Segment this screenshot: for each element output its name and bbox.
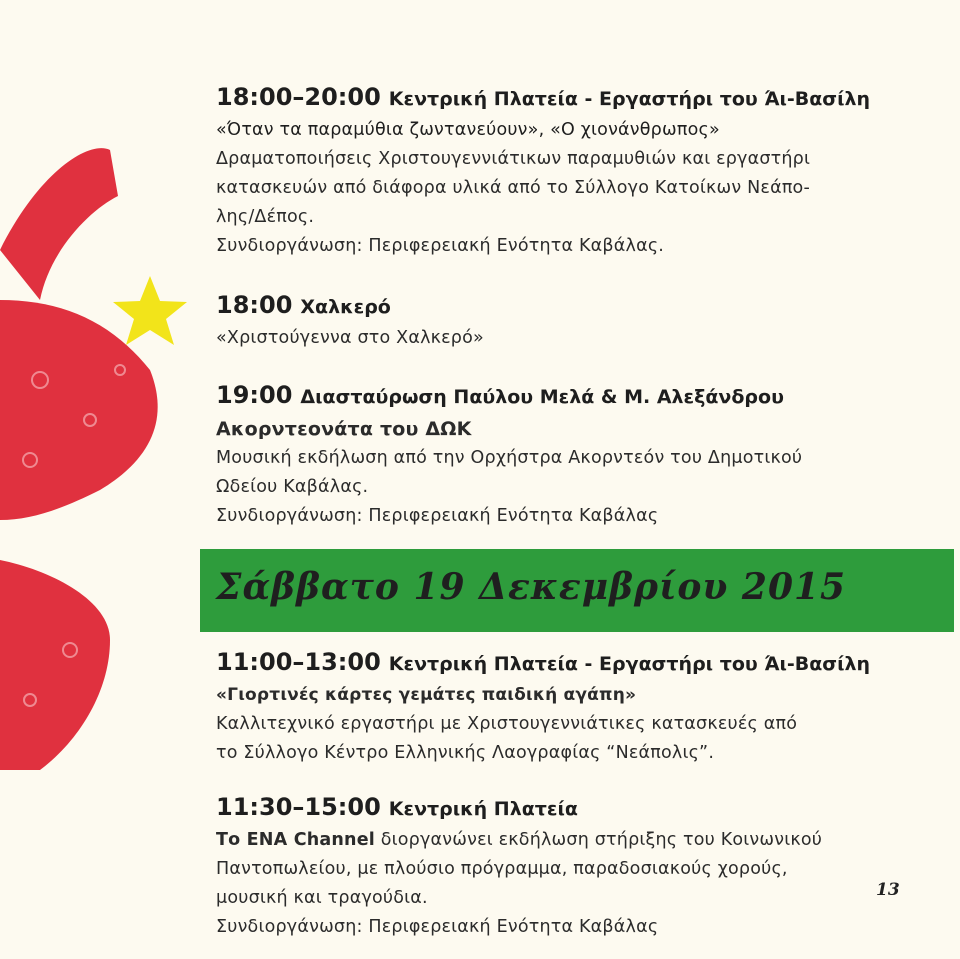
event-desc: Καλλιτεχνικό εργαστήρι με Χριστουγεννιάτικες κατασκευές από xyxy=(216,714,798,734)
event-heading xyxy=(216,790,890,826)
event-place: Διασταύρωση Παύλου Μελά & Μ. Αλεξάνδρου xyxy=(300,386,784,408)
red-mitten-decoration xyxy=(0,560,110,770)
event-block-5 xyxy=(216,790,890,942)
event-heading xyxy=(216,645,890,681)
event-desc: μουσική και τραγούδια. xyxy=(216,888,428,908)
event-desc: κατασκευών από διάφορα υλικά από το Σύλλογο Κατοίκων Νεάπο- xyxy=(216,178,810,198)
event-heading xyxy=(216,288,890,324)
page-number: 13 xyxy=(876,880,900,900)
event-block-4 xyxy=(216,645,890,768)
event-desc: λης/Δέπος. xyxy=(216,207,315,227)
event-place: Χαλκερό xyxy=(300,296,391,318)
event-desc: Παντοπωλείου, με πλούσιο πρόγραμμα, παραδοσιακούς χορούς, xyxy=(216,859,788,879)
event-organizer: Συνδιοργάνωση: Περιφερειακή Ενότητα Καβάλας xyxy=(216,506,659,526)
date-banner xyxy=(200,549,954,632)
event-organizer: Συνδιοργάνωση: Περιφερειακή Ενότητα Καβάλας xyxy=(216,917,659,937)
event-title: «Γιορτινές κάρτες γεμάτες παιδική αγάπη» xyxy=(216,685,637,705)
event-heading xyxy=(216,80,890,116)
event-time: 11:00–13:00 xyxy=(216,648,381,676)
event-time: 18:00–20:00 xyxy=(216,83,381,111)
event-organizer: Συνδιοργάνωση: Περιφερειακή Ενότητα Καβάλας. xyxy=(216,236,665,256)
event-desc: Μουσική εκδήλωση από την Ορχήστρα Ακορντεόν του Δημοτικού xyxy=(216,448,803,468)
event-desc: το Σύλλογο Κέντρο Ελληνικής Λαογραφίας “Νεάπολις”. xyxy=(216,743,715,763)
event-title: «Όταν τα παραμύθια ζωντανεύουν», «Ο χιονάνθρωπος» xyxy=(216,120,720,140)
event-time: 18:00 xyxy=(216,291,293,319)
event-title: «Χριστούγεννα στο Χαλκερό» xyxy=(216,328,484,348)
event-time: 19:00 xyxy=(216,381,293,409)
event-block-2 xyxy=(216,288,890,353)
red-stripe-decoration xyxy=(0,148,118,300)
event-block-1 xyxy=(216,80,890,261)
star-icon xyxy=(113,276,187,345)
event-time: 11:30–15:00 xyxy=(216,793,381,821)
event-desc: Δραματοποιήσεις Χριστουγεννιάτικων παραμυθιών και εργαστήρι xyxy=(216,149,811,169)
event-lead: Το ΕΝΑ Channel xyxy=(216,830,375,850)
event-subtitle: Ακορντεονάτα του ΔΩΚ xyxy=(216,418,472,440)
event-heading xyxy=(216,378,890,414)
date-banner-text: Σάββατο 19 Δεκεμβρίου 2015 xyxy=(216,566,847,608)
event-desc-rest: διοργανώνει εκδήλωση στήριξης του Κοινωνικού xyxy=(374,830,823,850)
event-place: Κεντρική Πλατεία - Εργαστήρι του Άι-Βασίλη xyxy=(388,653,871,675)
event-desc: Ωδείου Καβάλας. xyxy=(216,477,369,497)
event-place: Κεντρική Πλατεία - Εργαστήρι του Άι-Βασίλη xyxy=(388,88,871,110)
event-place: Κεντρική Πλατεία xyxy=(388,798,578,820)
event-desc xyxy=(216,826,890,855)
event-block-3 xyxy=(216,378,890,531)
